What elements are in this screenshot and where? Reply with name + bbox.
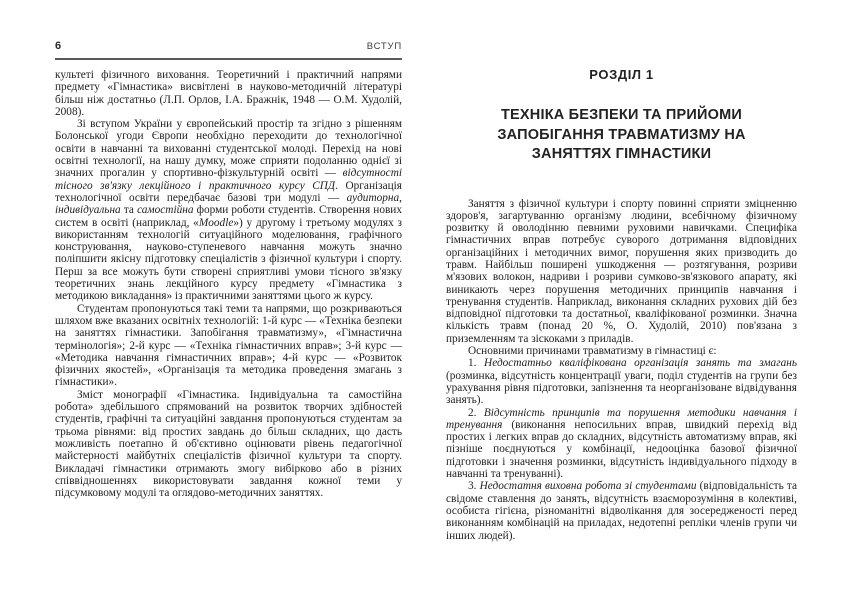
emphasized-text: Недостатня виховна робота зі студентами bbox=[479, 480, 697, 493]
chapter-number: РОЗДІЛ 1 bbox=[589, 67, 654, 82]
paragraph bbox=[446, 407, 797, 481]
text-run: 1. bbox=[468, 357, 485, 370]
text-run: (відповідальність та свідоме ставлення до занять, відсутність взаєморозуміння в колективі, особиста гігієна, різноманітні відволікання для зосередженості перед виконанням комбінацій на приладах, недотепні репліки членів групи чи інших людей). bbox=[446, 480, 797, 542]
emphasized-text: Moodle bbox=[198, 216, 234, 229]
emphasized-text: аудиторна bbox=[346, 191, 400, 204]
emphasized-text: Недостатньо кваліфікована організація занять та змагань bbox=[484, 357, 797, 370]
text-run: форми роботи студентів. Створення нових систем в освіті (наприклад, « bbox=[55, 204, 403, 229]
paragraph bbox=[446, 480, 797, 541]
page-number: 6 bbox=[55, 40, 62, 52]
text-run: (розминка, відсутність концентрації уваги, поділ студентів на групи без урахування рівня підготовки, запізнення та неорганізоване відвідування занять). bbox=[446, 369, 797, 407]
text-run: та bbox=[120, 204, 138, 217]
paragraph bbox=[55, 389, 402, 500]
right-page-body bbox=[446, 198, 797, 542]
text-run: (виконання непосильних вправ, швидкий перехід від простих і легких вправ до складних, відсутність автоматизму вправ, які пізніше поєднуються у комбінації, недооцінка базової фізичної підготовки і значення розминки, відсутність індивідуального підходу в навчанні та тренуванні). bbox=[446, 418, 797, 481]
chapter-title: ТЕХНІКА БЕЗПЕКИ ТА ПРИЙОМИ ЗАПОБІГАННЯ ТРАВМАТИЗМУ НА ЗАНЯТТЯХ ГІМНАСТИКИ bbox=[497, 107, 746, 162]
emphasized-text: самостійна bbox=[137, 204, 194, 217]
paragraph bbox=[55, 118, 402, 302]
paragraph bbox=[55, 69, 402, 118]
paragraph bbox=[446, 345, 797, 357]
text-run: Основними причинами травматизму в гімнастиці є: bbox=[468, 345, 717, 358]
right-page bbox=[446, 40, 797, 542]
running-header bbox=[55, 40, 402, 60]
text-run: ») у другому і третьому модулях з використанням технологій ситуаційного моделювання, графічного конструювання, науково-ступеневого навчання можуть значно поліпшити якісну підготовку спеціалістів з фізичної культури і спорту. Перш за все можуть бути створені сприятливі умови тісного зв'язку теоретичних знань лекційного курсу предмету «Гімнастика з методикою викладання» із практичними заняттями цього ж курсу. bbox=[55, 216, 402, 303]
text-run: 2. bbox=[468, 406, 484, 419]
text-run: . Організація технологічної освіти передбачає базові три модулі — bbox=[55, 179, 402, 204]
paragraph bbox=[446, 357, 797, 406]
text-run: Студентам пропонуються такі теми та напрями, що розкриваються шляхом вже вказаних освітніх технологій: 1-й курс — «Техніка безпеки на заняттях гімнастики. Запобігання травматизму», «Гімнастична термінологія»; 2-й курс — «Техніка гімнастичних вправ»; 3-й курс — «Методика навчання гімнастичних вправ»; 4-й курс — «Розвиток фізичних якостей», «Організація та методика проведення змагань з гімнастики». bbox=[55, 302, 402, 389]
text-run: 3. bbox=[468, 480, 480, 493]
text-run: , bbox=[399, 191, 402, 204]
emphasized-text: Відсутність принципів та порушення методики навчання і тренування bbox=[446, 406, 797, 431]
text-run: культеті фізичного виховання. Теоретичний і практичний напрями предмету «Гімнастика» висвітлені в науково-методичній літературі більш ніж достатньо (Л.П. Орлов, І.А. Бражнік, 1948 — О.М. Худолій, 2008). bbox=[55, 69, 402, 118]
running-head-title: ВСТУП bbox=[366, 41, 402, 52]
left-page bbox=[55, 40, 402, 499]
text-run: Зі вступом України у європейський простір та згідно з рішенням Болонської угоди Європи необхідно переходити до технологічної освіти в навчанні та вихованні студентської молоді. Перехід на нові освітні технології, на нашу думку, може сприяти подоланню однієї зі значних прогалин у спортивно-фізкультурній освіті — bbox=[55, 118, 402, 180]
left-page-body bbox=[55, 69, 402, 499]
emphasized-text: індивідуальна bbox=[55, 204, 121, 217]
emphasized-text: відсутності тісного зв'язку лекційного і практичного курсу СПД bbox=[55, 167, 402, 192]
text-run: Зміст монографії «Гімнастика. Індивідуальна та самостійна робота» здебільшого спрямований на розвиток творчих здібностей студентів, графічні та ситуаційні завдання пропонуються студентам за трьома рівнями: від простих завдань до більш складних, що дасть можливість поетапно й об'єктивно оцінювати рівень педагогічної майстерності майбутніх спеціалістів фізичної культури та спорту. Викладачі гімнастики отримають змогу вибірково або в різних співвідношеннях використовувати завдання кожної теми у підсумковому модулі та оглядово-методичних заняттях. bbox=[55, 388, 402, 500]
text-run: Заняття з фізичної культури і спорту повинні сприяти зміцненню здоров'я, загартуванню організму людини, всебічному фізичному розвитку й оволодінню певними руховими навичками. Специфіка гімнастичних вправ потребує суворого дотримання відповідних організаційних і методичних вимог, порушення яких призводить до травм. Найбільш поширені ушкодження — розтягування, розриви м'язових волокон, надриви і розриви сумково-зв'язкового апарату, які виникають через порушення методичних принципів навчання і тренування студентів. Наприклад, виконання складних рухових дій без відповідної підготовки та достатньої, кваліфікованої розминки. Значна кількість травм (понад 20 %, О. Худолій, 2010) пов'язана з приземленням та зіскоками з приладів. bbox=[446, 197, 797, 345]
paragraph bbox=[55, 303, 402, 389]
paragraph bbox=[446, 198, 797, 346]
